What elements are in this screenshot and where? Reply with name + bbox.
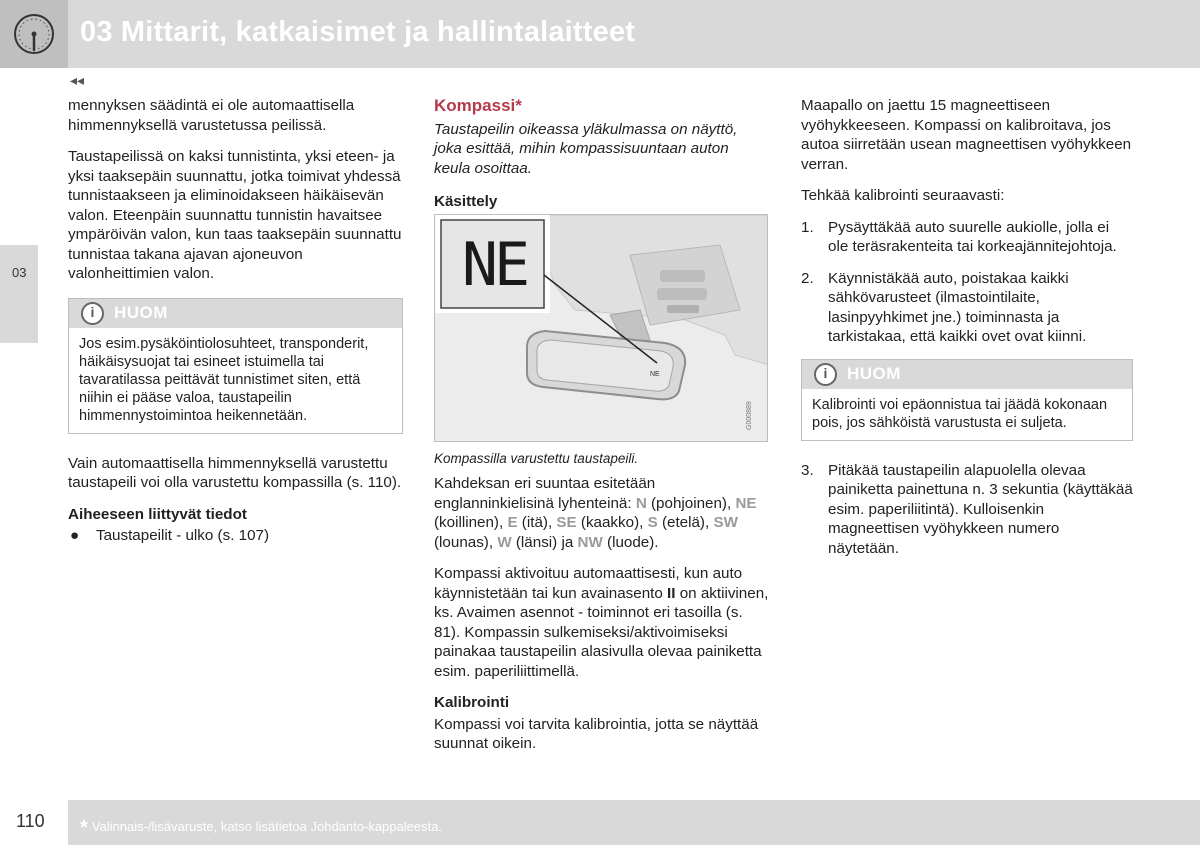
note-header	[802, 360, 1132, 389]
note-header	[69, 299, 402, 328]
step-number: 2.	[801, 269, 814, 287]
info-icon: i	[81, 302, 104, 325]
chapter-side-tab	[0, 245, 38, 343]
mirror-compass-label: NE	[650, 370, 660, 378]
paragraph: Maapallo on jaettu 15 magneettiseen vyöhykkeeseen. Kompassi on kalibroitava, jos autoa siirretään usean magneettisen vyöhykkeen verran.	[801, 97, 1132, 173]
header-icon-box	[0, 0, 68, 68]
column-left	[68, 96, 403, 546]
back-navigation-arrows[interactable]: ◂◂	[70, 72, 85, 88]
dir-sw: SW	[713, 514, 738, 531]
step-text: Pysäyttäkää auto suurelle aukiolle, jolla ei ole teräsrakenteita tai korkeajännitejohtoja.	[828, 218, 1117, 255]
footnote-star: *	[80, 817, 88, 839]
page-header	[0, 0, 1200, 68]
note-body: Jos esim.pysäköintiolosuhteet, transponderit, häikäisysuojat tai esineet istuimella tai tavaratilassa peittävät tunnistimet siten, että niihin ei pääse valoa, taustapeilin himmennystoimintoa heikennetään.	[79, 335, 369, 424]
step-item	[801, 461, 1133, 559]
note-title: HUOM	[847, 364, 901, 384]
compass-display-text: NE	[461, 229, 527, 300]
activation-paragraph: Kompassi aktivoituu automaattisesti, kun auto käynnistetään tai kun avainasento II on aktiivinen, ks. Avaimen asennot - toiminnot eri tasoilla (s. 81). Kompassin sulkemiseksi/aktivoimiseksi painakaa taustapeilin alasivulla olevaa painiketta esim. paperiliittimellä.	[434, 565, 769, 680]
dir-ne: NE	[735, 494, 757, 512]
paragraph: Kompassi voi tarvita kalibrointia, jotta se näyttää suunnat oikein.	[434, 715, 759, 752]
note-box	[68, 298, 403, 434]
paragraph: Vain automaattisella himmennyksellä varustettu taustapeili voi olla varustettu kompassilla (s. 110).	[68, 454, 402, 491]
section-intro: Taustapeilin oikeassa yläkulmassa on näyttö, joka esittää, mihin kompassisuuntaan auton keula osoittaa.	[434, 120, 738, 177]
mirror-illustration	[434, 214, 768, 442]
step-text: Pitäkää taustapeilin alapuolella olevaa painiketta painettuna n. 3 sekuntia (käyttäkää esim. paperiliitintä). Kulloisenkin magneettisen vyöhykkeen numero näytetään.	[828, 461, 1133, 557]
bullet-icon: ●	[70, 527, 80, 544]
dir-w: W	[497, 533, 512, 551]
gauge-icon	[12, 12, 56, 56]
related-link[interactable]: Taustapeilit - ulko (s. 107)	[96, 527, 270, 544]
note-box	[801, 359, 1133, 441]
calibration-steps-continued	[801, 461, 1133, 559]
paragraph: Tehkää kalibrointi seuraavasti:	[801, 187, 1005, 204]
page-title: 03 Mittarit, katkaisimet ja hallintalaitteet	[80, 16, 636, 48]
dir-e: E	[507, 514, 518, 531]
note-body: Kalibrointi voi epäonnistua tai jäädä kokonaan pois, jos sähköistä varustusta ei suljeta.	[812, 396, 1108, 431]
footnote	[80, 814, 442, 837]
footnote-text: Valinnais-/lisävaruste, katso lisätietoa Johdanto-kappaleesta.	[91, 819, 443, 834]
note-title: HUOM	[114, 303, 168, 323]
column-middle	[434, 96, 769, 766]
step-text: Käynnistäkää auto, poistakaa kaikki sähkövarusteet (ilmastointilaite, lasinpyyhkimet jne.) toiminnasta ja tarkistakaa, että kaikki ovet ovat kiinni.	[828, 269, 1087, 345]
dir-s: S	[647, 514, 658, 531]
related-list-item	[70, 526, 403, 546]
column-right	[801, 96, 1133, 570]
calibration-steps	[801, 218, 1133, 347]
step-item	[801, 269, 1133, 347]
page-number: 110	[16, 811, 45, 831]
step-number: 3.	[801, 461, 814, 479]
paragraph: Taustapeilissä on kaksi tunnistinta, yksi eteen- ja yksi taaksepäin suunnattu, jotka toimivat yhdessä tunnistaakseen ja eliminoidakseen häikäisevän valon. Eteenpäin suunnattu tunnistin havaitsee ympäröivän valon, kun taas taaksepäin suunnattu tunnistaa takana ajavan ajoneuvon valonheittimien valon.	[68, 148, 402, 282]
related-heading: Aiheeseen liittyvät tiedot	[68, 505, 247, 523]
calibration-heading: Kalibrointi	[434, 694, 510, 711]
step-item	[801, 218, 1133, 257]
dir-se: SE	[556, 514, 577, 531]
handling-heading: Käsittely	[434, 193, 498, 210]
figure-code: G000889	[746, 400, 753, 430]
chapter-number: 03	[12, 265, 27, 280]
page-footer	[0, 800, 1200, 845]
figure-caption: Kompassilla varustettu taustapeili.	[434, 450, 639, 466]
step-number: 1.	[801, 218, 814, 236]
key-position: II	[667, 584, 676, 602]
info-icon: i	[814, 363, 837, 386]
dir-nw: NW	[577, 533, 603, 551]
dir-n: N	[635, 494, 647, 512]
section-title: Kompassi*	[434, 96, 522, 115]
paragraph: mennyksen säädintä ei ole automaattisella himmennyksellä varustetussa peilissä.	[68, 97, 355, 134]
directions-paragraph: Kahdeksan eri suuntaa esitetään englanninkielisinä lyhenteinä: N (pohjoinen), NE (koillinen), E (itä), SE (kaakko), S (etelä), SW (lounas), W (länsi) ja NW (luode).	[434, 475, 757, 551]
